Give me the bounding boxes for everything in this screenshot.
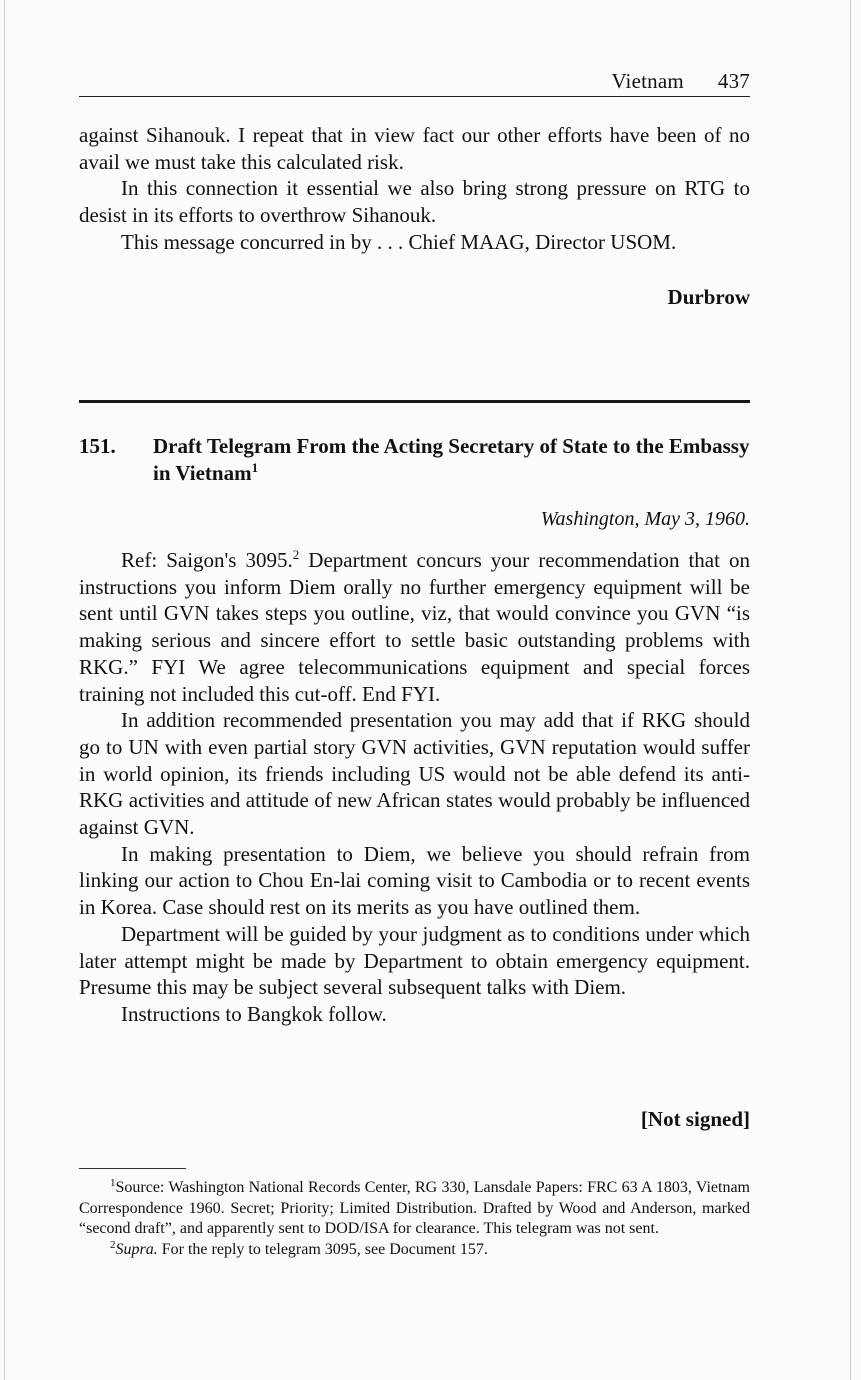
paragraph: Department will be guided by your judgment as to conditions under which later attempt might be made by Department to obtain emergency equipment. Presume this may be subject several subsequent talks with Diem. (79, 921, 750, 1000)
footnote-1 (79, 1178, 750, 1240)
paragraph: This message concurred in by . . . Chief MAAG, Director USOM. (121, 229, 677, 254)
paragraph: In making presentation to Diem, we believe you should refrain from linking our action to Chou En-lai coming visit to Cambodia or to recent events in Korea. Case should rest on its merits as you have outlined them. (79, 841, 750, 920)
section-divider (79, 400, 750, 403)
page-edge-left (4, 0, 5, 1380)
footnote-italic: Supra. (115, 1240, 158, 1258)
running-head-title: Vietnam (611, 69, 684, 93)
document-heading (79, 433, 750, 487)
footnote-rule (79, 1168, 186, 1169)
paragraph (79, 547, 750, 707)
signature-not-signed: [Not signed] (640, 1107, 750, 1131)
document-number: 151. (79, 434, 116, 458)
document-body (79, 547, 750, 1028)
document-title (153, 433, 750, 487)
paragraph: Instructions to Bangkok follow. (121, 1001, 387, 1026)
paragraph: against Sihanouk. I repeat that in view fact our other efforts have been of no avail we must take this calculated risk. (79, 123, 750, 174)
footnote-text: For the reply to telegram 3095, see Document 157. (157, 1240, 488, 1258)
continued-text (79, 122, 750, 256)
document-title-text: Draft Telegram From the Acting Secretary of State to the Embassy in Vietnam (153, 434, 750, 485)
running-head (79, 66, 750, 97)
footnotes (79, 1178, 750, 1260)
ref-text: Ref: Saigon's 3095. (121, 548, 293, 572)
signature-durbrow: Durbrow (667, 285, 750, 309)
footnote-ref: 1 (251, 460, 259, 475)
footnote-marker: 2 (110, 1238, 116, 1251)
page-number: 437 (717, 69, 750, 93)
footnote-2 (79, 1240, 750, 1261)
paragraph: In addition recommended presentation you may add that if RKG should go to UN with even partial story GVN activities, GVN reputation would suffer in world opinion, its friends including US would not be able defend its anti-RKG activities and attitude of new African states would probably be influenced against GVN. (79, 708, 750, 840)
paragraph: In this connection it essential we also bring strong pressure on RTG to desist in its efforts to overthrow Sihanouk. (79, 176, 750, 228)
dateline: Washington, May 3, 1960. (540, 508, 750, 530)
page-edge-right (850, 0, 851, 1380)
footnote-marker: 1 (110, 1177, 116, 1189)
footnote-ref: 2 (292, 547, 300, 562)
footnote-text: Source: Washington National Records Center, RG 330, Lansdale Papers: FRC 63 A 1803, Vietnam Correspondence 1960. Secret; Priority; Limited Distribution. Drafted by Wood and Anderson, marked “second draft”, and apparently sent to DOD/ISA for clearance. This telegram was not sent. (79, 1179, 750, 1237)
paragraph-text: Department concurs your recommendation that on instructions you inform Diem orally no further emergency equipment will be sent until GVN takes steps you outline, viz, that would convince you GVN “is making serious and sincere effort to settle basic outstanding problems with RKG.” FYI We agree telecommunications equipment and special forces training not included this cut-off. End FYI. (79, 548, 750, 706)
